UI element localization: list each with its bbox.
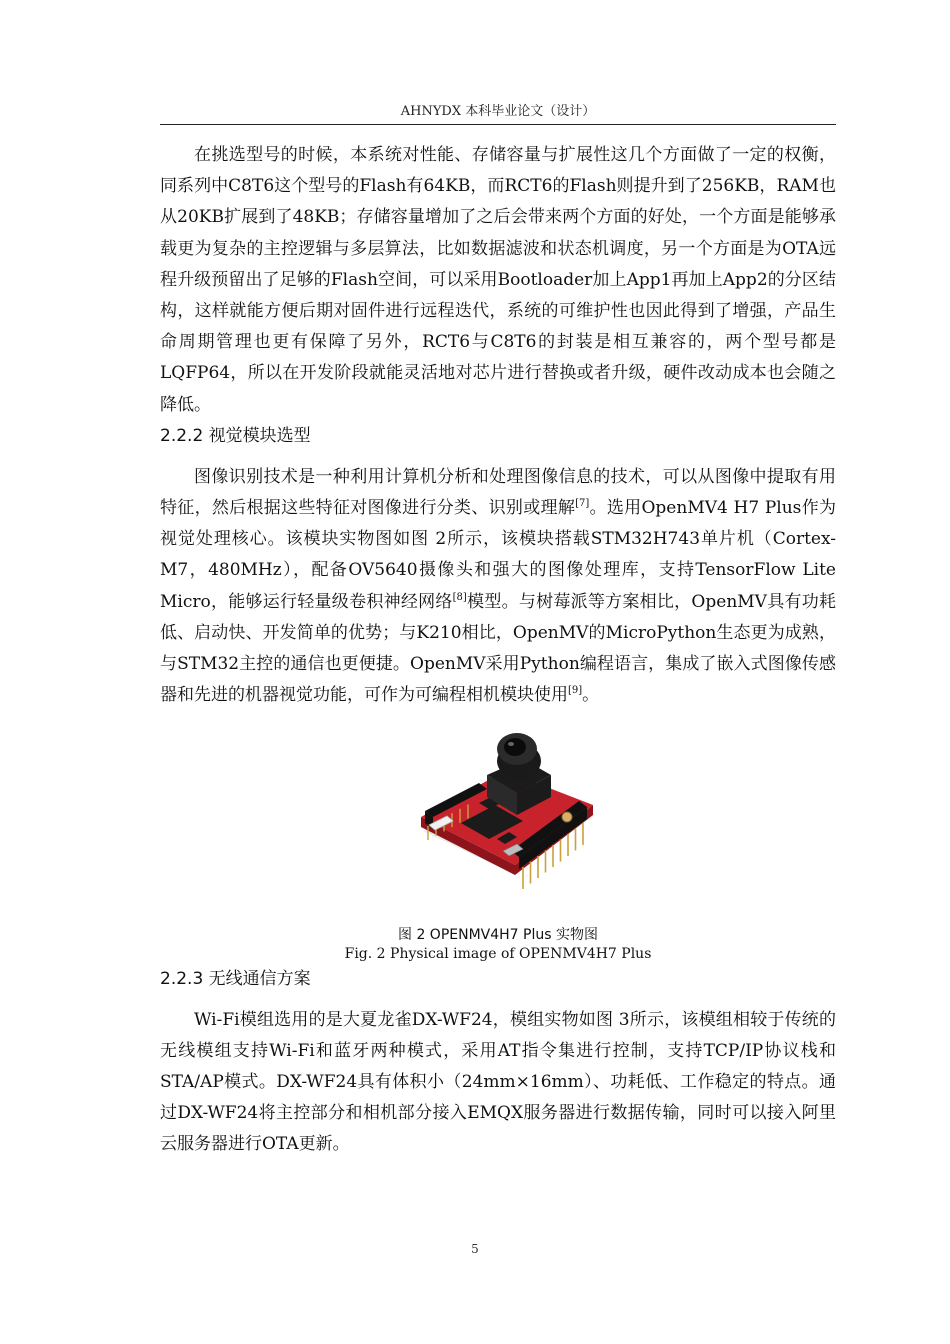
- openmv-board-image: [383, 719, 613, 914]
- wireless-paragraph: Wi-Fi模组选用的是大夏龙雀DX-WF24，模组实物如图 3所示，该模组相较于传统的无线模组支持Wi-Fi和蓝牙两种模式，采用AT指令集进行控制，支持TCP/IP协议栈和STA/AP模式。DX-WF24具有体积小（24mm×16mm）、功耗低、工作稳定的特点。通过DX-WF24将主控部分和相机部分接入EMQX服务器进行数据传输，同时可以接入阿里云服务器进行OTA更新。: [160, 1009, 836, 1155]
- vision-paragraph: [160, 462, 836, 712]
- header-rule: [160, 124, 836, 125]
- lens-reflection: [508, 742, 514, 746]
- citation-7[interactable]: [7]: [575, 498, 590, 510]
- citation-9[interactable]: [9]: [568, 685, 583, 697]
- vision-text-3: 模型。与树莓派等方案相比，OpenMV具有功耗低、启动快、开发简单的优势；与K210相比，OpenMV的MicroPython生态更为成熟，与STM32主控的通信也更便捷。OpenMV采用Python编程语言，集成了嵌入式图像传感器和先进的机器视觉功能，可作为可编程相机模块使用: [160, 591, 836, 706]
- citation-8[interactable]: [8]: [452, 591, 467, 603]
- section-heading-wireless: 2.2.3 无线通信方案: [160, 968, 311, 989]
- vision-text-4: 。: [582, 685, 600, 706]
- figure-caption-cn: 图 2 OPENMV4H7 Plus 实物图: [398, 926, 598, 943]
- vision-text-1: 图像识别技术是一种利用计算机分析和处理图像信息的技术，可以从图像中提取有用特征，然后根据这些特征对图像进行分类、识别或理解: [160, 466, 836, 519]
- intro-paragraph: 在挑选型号的时候，本系统对性能、存储容量与扩展性这几个方面做了一定的权衡，同系列中C8T6这个型号的Flash有64KB，而RCT6的Flash则提升到了256KB，RAM也从20KB扩展到了48KB；存储容量增加了之后会带来两个方面的好处，一个方面是能够承载更为复杂的主控逻辑与多层算法，比如数据滤波和状态机调度，另一个方面是为OTA远程升级预留出了足够的Flash空间，可以采用Bootloader加上App1再加上App2的分区结构，这样就能方便后期对固件进行远程迭代，系统的可维护性也因此得到了增强，产品生命周期管理也更有保障了另外，RCT6与C8T6的封装是相互兼容的，两个型号都是LQFP64，所以在开发阶段就能灵活地对芯片进行替换或者升级，硬件改动成本也会随之降低。: [160, 145, 837, 415]
- page-content: [160, 140, 836, 1161]
- page-header: AHNYDX 本科毕业论文（设计）: [400, 104, 596, 119]
- mounting-hole: [562, 812, 572, 822]
- page-number: 5: [471, 1242, 479, 1256]
- lens-glass: [504, 738, 526, 756]
- figure-caption-en: Fig. 2 Physical image of OPENMV4H7 Plus: [344, 945, 652, 962]
- figure-2: [160, 719, 836, 963]
- vision-text-2: 。选用OpenMV4 H7 Plus作为视觉处理核心。该模块实物图如图 2所示，该模块搭载STM32H743单片机（Cortex-M7，480MHz），配备OV5640摄像头和强大的图像处理库，支持TensorFlow Lite Micro，能够运行轻量级卷积神经网络: [160, 498, 836, 612]
- section-heading-vision: 2.2.2 视觉模块选型: [160, 425, 311, 446]
